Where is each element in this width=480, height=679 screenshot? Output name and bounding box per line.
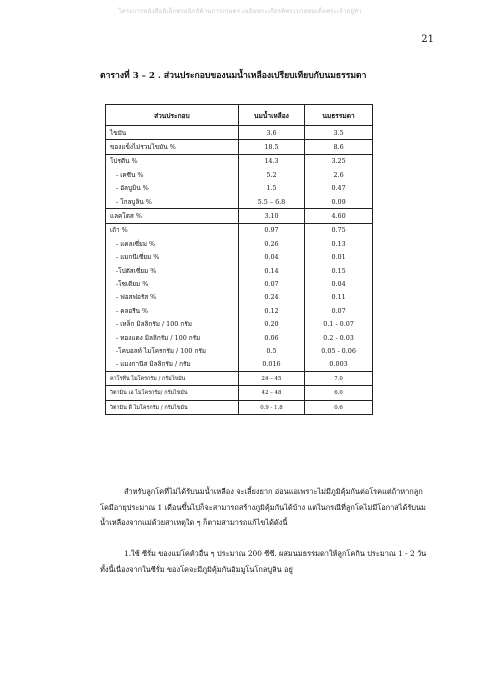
table-row	[106, 195, 373, 209]
row-label: วิตามิน ดี ไมโครกรัม / กรัมไขมัน	[106, 400, 239, 414]
milk-value: 0.75	[305, 223, 373, 237]
milk-value: 0.07	[305, 304, 373, 317]
milk-value: 6.0	[305, 386, 373, 400]
colostrum-value: 0.14	[238, 264, 304, 277]
row-label: - แมกนีเซี่ยม %	[116, 253, 160, 262]
row-label: ของแข็งไม่รวมไขมัน %	[106, 140, 239, 154]
milk-value: 0.09	[305, 195, 373, 209]
table-row	[106, 126, 373, 140]
milk-value: 0.15	[305, 264, 373, 277]
colostrum-value: 0.20	[238, 317, 304, 330]
table-row	[106, 372, 373, 386]
colostrum-value: 0.97	[238, 223, 304, 237]
row-label: -โปตัสเซี่ยม %	[116, 266, 157, 275]
row-label: -โซเดียม %	[116, 279, 149, 288]
row-label: - โกลบูลิน %	[116, 197, 152, 206]
row-label: คาโรทีน ไมโครกรัม / กรัมไขมัน	[106, 372, 239, 386]
colostrum-value: 1.5	[238, 182, 304, 195]
milk-value: 3.5	[305, 126, 373, 140]
table-row	[106, 237, 373, 250]
milk-value: 0.1 - 0.07	[305, 317, 373, 330]
colostrum-value: 0.5	[238, 344, 304, 357]
row-label: แลคโตส %	[106, 209, 239, 223]
table-row	[106, 209, 373, 223]
table-row	[106, 154, 373, 168]
milk-value: 2.6	[305, 168, 373, 181]
milk-value: 0.13	[305, 237, 373, 250]
body-paragraph-2	[100, 546, 430, 577]
milk-value: 0.11	[305, 291, 373, 304]
table-header-row	[106, 105, 373, 126]
row-label: เถ้า %	[106, 223, 239, 237]
colostrum-value: 5.5 – 6.8	[238, 195, 304, 209]
colostrum-value: 14.3	[238, 154, 304, 168]
milk-value: 0.6	[305, 400, 373, 414]
paragraph-2-text: 1.ใช้ ซีรั่ม ของแม่โคตัวอื่น ๆ ประมาณ 200 ซีซี. ผสมนมธรรมดาให้ลูกโคกิน ประมาณ 1 - 2 วัน ทั้งนี้เนื่องจากในซีรั่ม ของโคจะมีภูมิคุ้มกันอิมมูโนโกลบูลิน อยู่	[100, 549, 427, 574]
milk-value: 0.47	[305, 182, 373, 195]
table-row	[106, 358, 373, 372]
table-row	[106, 264, 373, 277]
row-label: - เหล็ก มิลลิกรัม / 100 กรัม	[116, 320, 192, 329]
table-row	[106, 291, 373, 304]
colostrum-value: 3.10	[238, 209, 304, 223]
colostrum-value: 18.5	[238, 140, 304, 154]
body-paragraph-1	[100, 484, 430, 531]
colostrum-value: 0.12	[238, 304, 304, 317]
colostrum-value: 0.016	[238, 358, 304, 372]
row-label: - ทองแดง มิลลิกรัม / 100 กรัม	[116, 333, 201, 342]
milk-value: 0.01	[305, 251, 373, 264]
colostrum-value: 0.04	[238, 251, 304, 264]
milk-value: 0.04	[305, 277, 373, 290]
row-label: วิตามิน เอ ไมโครกรัม/ กรัมไขมัน	[106, 386, 239, 400]
table-row	[106, 140, 373, 154]
column-header-normal-milk: นมธรรมดา	[305, 105, 373, 126]
colostrum-value: 42 – 48	[238, 386, 304, 400]
row-label: - คลอรีน %	[116, 306, 149, 315]
colostrum-value: 24 – 45	[238, 372, 304, 386]
row-label: -โคบอลท์ ไมโครกรัม / 100 กรัม	[116, 346, 206, 355]
table-row	[106, 331, 373, 344]
milk-value: 7.0	[305, 372, 373, 386]
table-row	[106, 182, 373, 195]
row-label: - แคลเซี่ยม %	[116, 239, 156, 248]
column-header-component: ส่วนประกอบ	[106, 105, 239, 126]
table-row	[106, 277, 373, 290]
milk-value: 0.05 - 0.06	[305, 344, 373, 357]
table-row	[106, 223, 373, 237]
table-row	[106, 317, 373, 330]
table-row	[106, 168, 373, 181]
row-label: โปรตีน %	[106, 154, 239, 168]
page-number: 21	[421, 34, 434, 45]
table-row	[106, 344, 373, 357]
column-header-colostrum: นมน้ำเหลือง	[238, 105, 304, 126]
colostrum-value: 5.2	[238, 168, 304, 181]
table-row	[106, 304, 373, 317]
colostrum-value: 0.06	[238, 331, 304, 344]
milk-value: 0.2 - 0.03	[305, 331, 373, 344]
table-row	[106, 400, 373, 414]
milk-value: 4.60	[305, 209, 373, 223]
paragraph-1-text: สำหรับลูกโคที่ไม่ได้รับนมน้ำเหลือง จะเลี้ยงยาก อ่อนแอเพราะไม่มีภูมิคุ้มกันต่อโรคแต่ถ้าหากลูกโคมีอายุประมาณ 1 เดือนขึ้นไปก็จะสามารถสร้างภูมิคุ้มกันได้บ้าง แต่ในกรณีที่ลูกโคไม่มีโอกาสได้รับนมน้ำเหลืองจากแม่ด้วยสาเหตุใด ๆ ก็ตามสามารถแก้ไขได้ดังนี้	[100, 487, 426, 527]
composition-table	[105, 104, 373, 415]
milk-value: 8.6	[305, 140, 373, 154]
milk-value: 0.003	[305, 358, 373, 372]
table-caption: ตารางที่ 3 – 2 . ส่วนประกอบของนมน้ำเหลืองเปรียบเทียบกับนมธรรมดา	[100, 71, 367, 81]
colostrum-value: 0.07	[238, 277, 304, 290]
colostrum-value: 0.9 - 1.8	[238, 400, 304, 414]
table-row	[106, 251, 373, 264]
header-watermark: โครงการหนังสืออิเล็กทรอนิกส์ด้านการเกษตร เฉลิมพระเกียรติพระบาทสมเด็จพระเจ้าอยู่หัว	[118, 8, 362, 15]
row-label: - เคซีน %	[116, 170, 144, 179]
milk-value: 3.25	[305, 154, 373, 168]
row-label: - อัลบูมิน %	[116, 184, 149, 193]
colostrum-value: 3.6	[238, 126, 304, 140]
row-label: ไขมัน	[110, 128, 127, 137]
colostrum-value: 0.24	[238, 291, 304, 304]
row-label: - แมงกานีส มิลลิกรัม / กรัม	[116, 360, 191, 369]
colostrum-value: 0.26	[238, 237, 304, 250]
table-row	[106, 386, 373, 400]
row-label: - ฟอสฟอรัส %	[116, 293, 157, 302]
